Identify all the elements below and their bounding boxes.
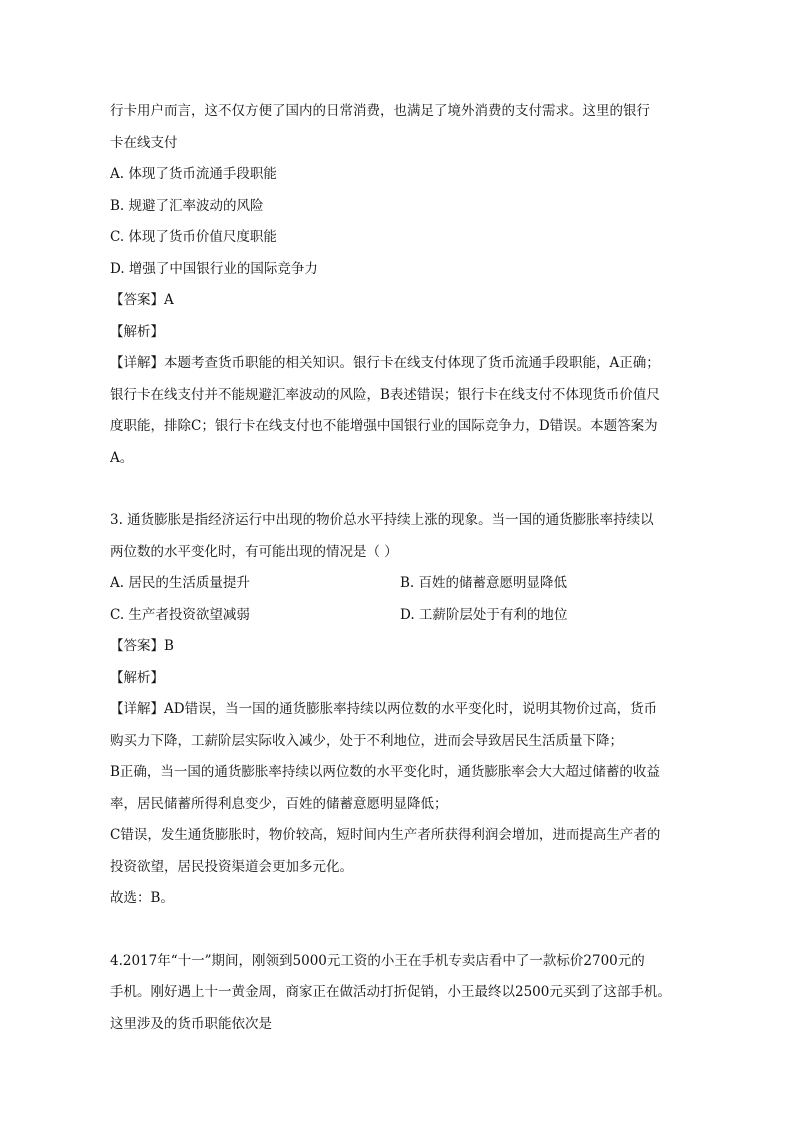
analysis-label: 【解析】	[110, 323, 164, 340]
question-stem-line: 这里涉及的货币职能依次是	[110, 1015, 272, 1032]
option-b: B. 规避了汇率波动的风险	[110, 197, 264, 214]
detail-line: 【详解】AD错误，当一国的通货膨胀率持续以两位数的水平变化时，说明其物价过高，货币	[110, 701, 658, 717]
detail-line: 率，居民储蓄所得利息变少，百姓的储蓄意愿明显降低；	[110, 795, 448, 812]
option-c: C. 体现了货币价值尺度职能	[110, 229, 277, 245]
options-row	[110, 600, 690, 632]
detail-line: 度职能，排除C；银行卡在线支付也不能增强中国银行业的国际竞争力，D错误。本题答案为	[110, 418, 658, 434]
detail-line: 银行卡在线支付并不能规避汇率波动的风险，B表述错误；银行卡在线支付不体现货币价值尺	[110, 386, 660, 403]
detail-line: A。	[110, 449, 134, 466]
analysis-label: 【解析】	[110, 669, 164, 686]
question-2	[110, 96, 690, 474]
detail-line: 购买力下降，工薪阶层实际收入减少，处于不利地位，进而会导致居民生活质量下降；	[110, 732, 623, 749]
detail-line: 投资欲望，居民投资渠道会更加多元化。	[110, 858, 353, 875]
question-stem-line: 3. 通货膨胀是指经济运行中出现的物价总水平持续上涨的现象。当一国的通货膨胀率持续以	[110, 512, 654, 528]
answer-line: 【答案】A	[110, 292, 174, 308]
question-3	[110, 505, 690, 915]
option-c: C. 生产者投资欲望减弱	[110, 606, 250, 623]
detail-line: 【详解】本题考查货币职能的相关知识。银行卡在线支付体现了货币流通手段职能，A正确；	[110, 355, 660, 371]
question-spacer	[110, 915, 690, 946]
option-a: A. 体现了货币流通手段职能	[110, 166, 277, 182]
options-row	[110, 568, 690, 600]
detail-line: B正确，当一国的通货膨胀率持续以两位数的水平变化时，通货膨胀率会大大超过储蓄的收益	[110, 764, 660, 780]
question-stem-line: 手机。刚好遇上十一黄金周，商家正在做活动打折促销，小王最终以2500元买到了这部手机。	[110, 984, 671, 1000]
option-b: B. 百姓的储蓄意愿明显降低	[400, 575, 568, 591]
option-d: D. 增强了中国银行业的国际竞争力	[110, 260, 318, 277]
question-spacer	[110, 474, 690, 505]
question-stem-line: 两位数的水平变化时，有可能出现的情况是（ ）	[110, 543, 398, 560]
question-stem-line: 4.2017年“十一”期间，刚领到5000元工资的小王在手机专卖店看中了一款标价2700元的	[110, 952, 645, 969]
option-d: D. 工薪阶层处于有利的地位	[400, 606, 568, 623]
question-stem-line: 卡在线支付	[110, 134, 178, 151]
question-stem-line: 行卡用户而言，这不仅方便了国内的日常消费，也满足了境外消费的支付需求。这里的银行	[110, 103, 650, 119]
answer-line: 【答案】B	[110, 638, 174, 654]
document-page	[110, 96, 690, 1040]
detail-line: C错误，发生通货膨胀时，物价较高，短时间内生产者所获得利润会增加，进而提高生产者的	[110, 827, 661, 843]
question-4	[110, 946, 690, 1041]
option-a: A. 居民的生活质量提升	[110, 575, 250, 591]
detail-line: 故选：B。	[110, 890, 174, 906]
